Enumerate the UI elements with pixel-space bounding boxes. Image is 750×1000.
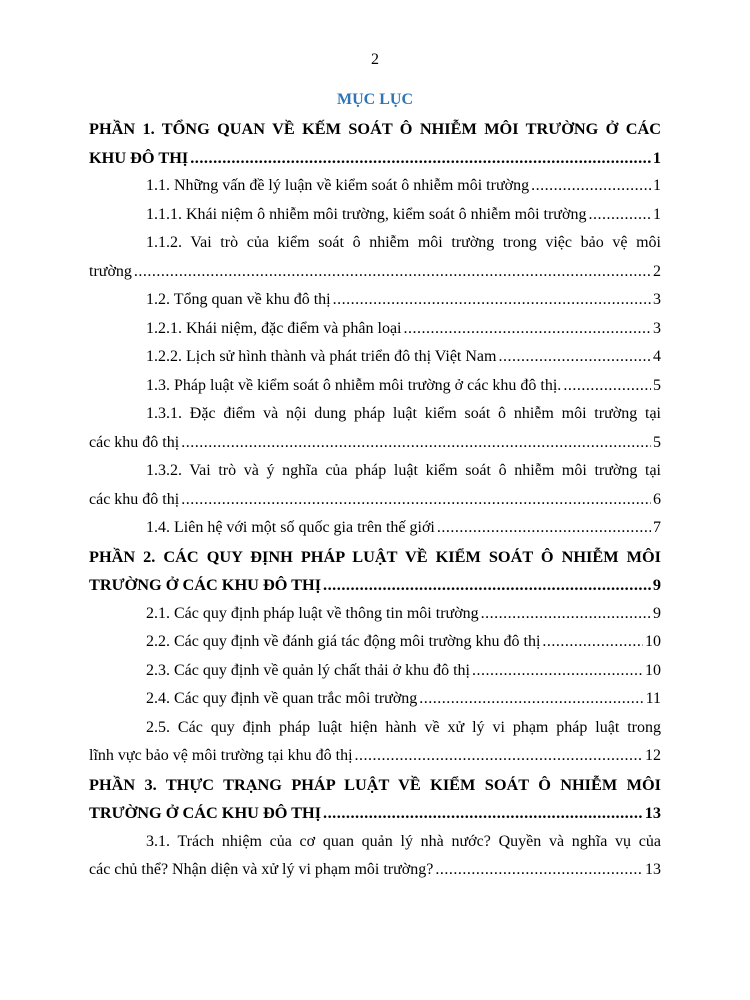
toc-entry-title-line1: 1.1.2. Vai trò của kiểm soát ô nhiễm môi trường trong việc bảo vệ môi xyxy=(146,234,661,251)
toc-title: MỤC LỤC xyxy=(337,91,413,108)
toc-entry-1-1-2[interactable] xyxy=(89,229,661,286)
toc-entry-2-3[interactable] xyxy=(89,657,661,686)
dot-leader xyxy=(333,286,651,315)
toc-entry-page: 9 xyxy=(653,604,661,622)
toc-entry-title: 2.4. Các quy định về quan trắc môi trường xyxy=(146,690,418,707)
toc-entry-1-3-1[interactable] xyxy=(89,400,661,457)
dot-leader xyxy=(190,144,651,173)
toc-entry-title: 1.2. Tổng quan về khu đô thị xyxy=(146,291,331,308)
toc-entry-title-line2: các khu đô thị xyxy=(89,433,180,451)
toc-entry-page: 7 xyxy=(653,519,661,536)
toc-entry-2-1[interactable] xyxy=(89,600,661,629)
toc-entry-1-4[interactable] xyxy=(89,514,661,543)
toc-entry-title: 1.2.2. Lịch sử hình thành và phát triển đô thị Việt Nam xyxy=(146,348,497,365)
toc-entry-page: 3 xyxy=(653,291,661,308)
toc-entry-title-line2: KHU ĐÔ THỊ xyxy=(89,147,189,167)
toc-entry-page: 4 xyxy=(653,348,661,365)
toc-entry-2-2[interactable] xyxy=(89,628,661,657)
toc-entry-page: 5 xyxy=(653,433,661,451)
toc-entry-1-2-2[interactable] xyxy=(89,343,661,372)
dot-leader xyxy=(435,856,643,885)
toc-entry-part-3[interactable] xyxy=(89,771,661,828)
dot-leader xyxy=(472,657,643,686)
toc-entry-1-3[interactable] xyxy=(89,372,661,401)
toc-entry-page: 1 xyxy=(653,177,661,194)
toc-entry-part-1[interactable] xyxy=(89,115,661,172)
toc-entry-title-line2: các chủ thể? Nhận diện và xử lý vi phạm môi trường? xyxy=(89,861,434,878)
toc-entry-title-line2: các khu đô thị xyxy=(89,490,180,508)
dot-leader xyxy=(563,372,651,401)
toc-entry-title-line2: TRƯỜNG Ở CÁC KHU ĐÔ THỊ xyxy=(89,575,322,594)
toc-entry-1-1-1[interactable] xyxy=(89,201,661,230)
toc-entry-title-line1: 3.1. Trách nhiệm của cơ quan quản lý nhà nước? Quyền và nghĩa vụ của xyxy=(146,832,661,850)
toc-entry-title-line1: PHẦN 2. CÁC QUY ĐỊNH PHÁP LUẬT VỀ KIỂM SOÁT Ô NHIỄM MÔI xyxy=(89,546,661,566)
dot-leader xyxy=(542,628,643,657)
toc-entry-title-line1: PHẦN 1. TỔNG QUAN VỀ KẾM SOÁT Ô NHIỄM MÔI TRƯỜNG Ở CÁC xyxy=(89,119,661,138)
toc-entry-page: 11 xyxy=(645,690,661,707)
toc-entry-page: 1 xyxy=(652,147,661,167)
dot-leader xyxy=(498,343,651,372)
toc-entry-page: 13 xyxy=(644,803,661,822)
dot-leader xyxy=(181,429,651,458)
toc-entry-title-line1: 2.5. Các quy định pháp luật hiện hành về xử lý vi phạm pháp luật trong xyxy=(146,718,661,736)
dot-leader xyxy=(181,486,651,515)
toc-entry-title: 1.4. Liên hệ với một số quốc gia trên thế giới xyxy=(146,519,435,536)
dot-leader xyxy=(323,571,651,600)
toc-entry-part-2[interactable] xyxy=(89,543,661,600)
toc-entry-3-1[interactable] xyxy=(89,828,661,885)
dot-leader xyxy=(437,514,651,543)
toc-entry-page: 13 xyxy=(645,861,661,878)
toc-entry-2-4[interactable] xyxy=(89,685,661,714)
dot-leader xyxy=(588,201,651,230)
toc-entry-title: 1.1.1. Khái niệm ô nhiễm môi trường, kiểm soát ô nhiễm môi trường xyxy=(146,205,587,223)
dot-leader xyxy=(323,799,643,828)
toc-entry-title-line1: 1.3.1. Đặc điểm và nội dung pháp luật kiểm soát ô nhiễm môi trường tại xyxy=(146,405,661,422)
dot-leader xyxy=(419,685,643,714)
dot-leader xyxy=(355,742,643,771)
toc-entry-page: 2 xyxy=(653,262,661,280)
table-of-contents xyxy=(89,115,661,885)
toc-entry-2-5[interactable] xyxy=(89,714,661,771)
dot-leader xyxy=(403,315,651,344)
page-number: 2 xyxy=(371,51,379,68)
toc-entry-1-3-2[interactable] xyxy=(89,457,661,514)
toc-entry-title: 1.3. Pháp luật về kiểm soát ô nhiễm môi trường ở các khu đô thị. xyxy=(146,376,562,394)
toc-entry-title: 1.2.1. Khái niệm, đặc điểm và phân loại xyxy=(146,319,402,337)
toc-entry-page: 3 xyxy=(653,319,661,337)
toc-entry-page: 5 xyxy=(653,376,661,394)
toc-entry-page: 6 xyxy=(653,490,661,508)
dot-leader xyxy=(481,600,651,629)
toc-entry-title-line1: 1.3.2. Vai trò và ý nghĩa của pháp luật kiểm soát ô nhiễm môi trường tại xyxy=(146,462,661,479)
toc-entry-1-2[interactable] xyxy=(89,286,661,315)
dot-leader xyxy=(134,258,651,287)
toc-entry-page: 10 xyxy=(645,661,661,679)
toc-entry-title: 2.2. Các quy định về đánh giá tác động môi trường khu đô thị xyxy=(146,633,541,650)
toc-entry-1-2-1[interactable] xyxy=(89,315,661,344)
toc-entry-page: 1 xyxy=(653,205,661,223)
dot-leader xyxy=(531,172,651,201)
toc-entry-title: 2.3. Các quy định về quản lý chất thải ở khu đô thị xyxy=(146,661,470,679)
toc-entry-title-line2: lĩnh vực bảo vệ môi trường tại khu đô thị xyxy=(89,747,353,764)
toc-entry-title-line1: PHẦN 3. THỰC TRẠNG PHÁP LUẬT VỀ KIỂM SOÁT Ô NHIỄM MÔI xyxy=(89,774,661,794)
toc-entry-1-1[interactable] xyxy=(89,172,661,201)
toc-entry-title: 2.1. Các quy định pháp luật về thông tin môi trường xyxy=(146,604,479,622)
toc-entry-page: 9 xyxy=(652,575,661,594)
toc-entry-page: 12 xyxy=(645,747,661,764)
toc-entry-title-line2: trường xyxy=(89,262,132,280)
toc-entry-title-line2: TRƯỜNG Ở CÁC KHU ĐÔ THỊ xyxy=(89,803,322,822)
toc-entry-page: 10 xyxy=(645,633,661,650)
toc-entry-title: 1.1. Những vấn đề lý luận về kiểm soát ô nhiễm môi trường xyxy=(146,177,530,194)
